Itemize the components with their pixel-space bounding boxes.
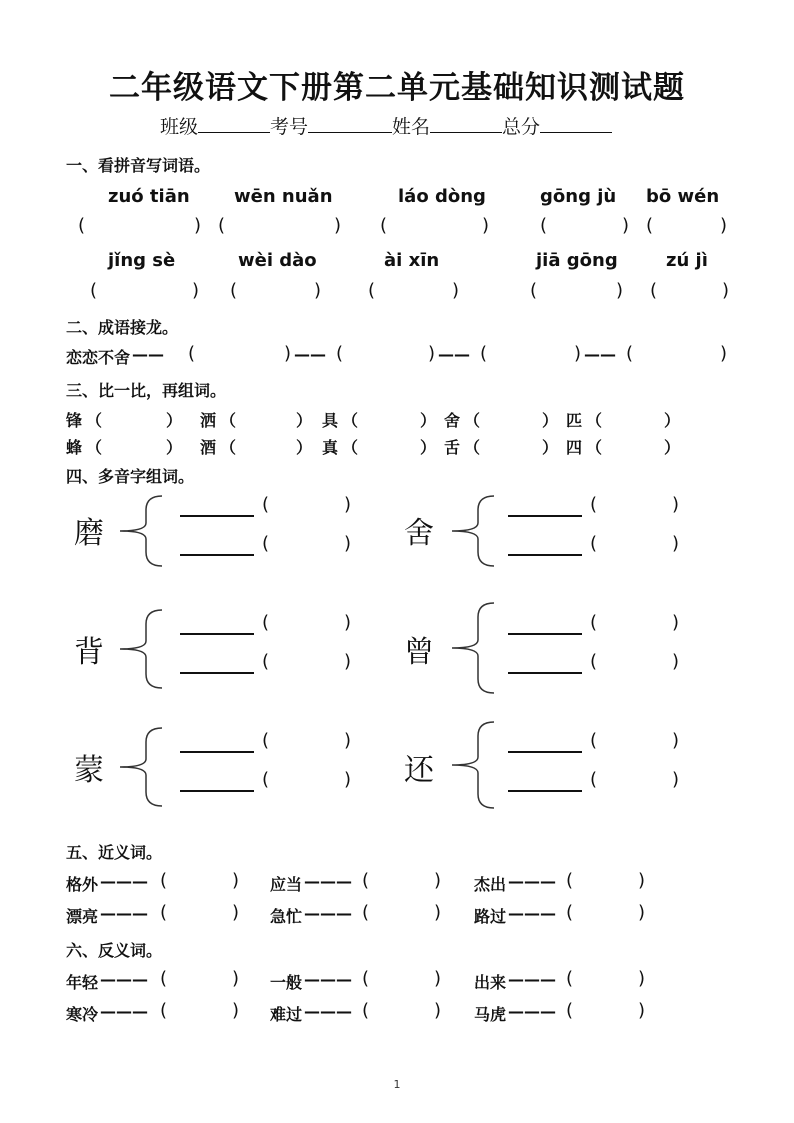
synonym-word: 杰出 <box>474 875 507 894</box>
answer-open-paren: （ <box>342 411 359 430</box>
answer-open-paren: ( <box>626 343 634 364</box>
word-dash: ——— <box>508 1002 556 1021</box>
score-label: 总分 <box>502 116 541 138</box>
compare-char: 舍 <box>444 411 461 430</box>
section-2-heading: 二、成语接龙。 <box>66 318 179 337</box>
brace-icon <box>452 603 494 693</box>
chain-dash: —— <box>132 345 164 364</box>
answer-open-paren: ( <box>230 280 238 301</box>
pinyin: láo dòng <box>398 186 486 207</box>
pinyin: bō wén <box>646 186 720 207</box>
word-dash: ——— <box>304 1002 352 1021</box>
answer-line[interactable] <box>508 633 582 635</box>
answer-open-paren: （ <box>86 411 103 430</box>
word-dash: ——— <box>100 904 148 923</box>
pinyin: wēn nuǎn <box>234 186 333 207</box>
answer-open-paren: ( <box>590 730 598 751</box>
synonym-word: 应当 <box>270 875 303 894</box>
answer-open-paren: ( <box>362 902 370 923</box>
answer-close-paren: ) <box>574 343 582 364</box>
pinyin: zuó tiān <box>108 186 190 207</box>
answer-close-paren: ) <box>434 870 442 891</box>
answer-line[interactable] <box>508 790 582 792</box>
answer-close-paren: ) <box>672 494 680 515</box>
answer-close-paren: ) <box>192 280 200 301</box>
chain-dash: —— <box>584 345 616 364</box>
answer-line[interactable] <box>508 672 582 674</box>
section-4-heading: 四、多音字组词。 <box>66 467 195 486</box>
answer-close-paren: ) <box>672 533 680 554</box>
answer-open-paren: ( <box>262 533 270 554</box>
polyphone-char: 还 <box>404 753 434 788</box>
answer-open-paren: ( <box>590 494 598 515</box>
answer-open-paren: ( <box>368 280 376 301</box>
answer-close-paren: ） <box>542 438 559 457</box>
class-label: 班级 <box>160 116 199 138</box>
answer-open-paren: ( <box>188 343 196 364</box>
brace-icon <box>452 496 494 566</box>
answer-open-paren: ( <box>160 870 168 891</box>
answer-open-paren: ( <box>566 1000 574 1021</box>
answer-open-paren: ( <box>540 215 548 236</box>
page-title: 二年级语文下册第二单元基础知识测试题 <box>109 70 685 106</box>
answer-close-paren: ） <box>664 411 681 430</box>
compare-char: 真 <box>322 438 339 457</box>
answer-close-paren: ) <box>672 769 680 790</box>
polyphone-char: 舍 <box>404 516 434 551</box>
answer-close-paren: ) <box>232 902 240 923</box>
antonym-word: 出来 <box>474 973 507 992</box>
answer-close-paren: ) <box>194 215 202 236</box>
answer-close-paren: ) <box>232 870 240 891</box>
answer-close-paren: ） <box>542 411 559 430</box>
answer-close-paren: ) <box>622 215 630 236</box>
synonym-word: 格外 <box>66 875 99 894</box>
answer-open-paren: ( <box>480 343 488 364</box>
answer-close-paren: ) <box>638 902 646 923</box>
word-dash: ——— <box>508 904 556 923</box>
page-number: 1 <box>393 1078 401 1091</box>
answer-open-paren: ( <box>590 769 598 790</box>
answer-close-paren: ) <box>434 902 442 923</box>
answer-close-paren: ) <box>434 1000 442 1021</box>
answer-open-paren: ( <box>218 215 226 236</box>
answer-close-paren: ） <box>664 438 681 457</box>
answer-line[interactable] <box>508 515 582 517</box>
answer-close-paren: ) <box>720 343 728 364</box>
answer-open-paren: （ <box>220 438 237 457</box>
brace-icon <box>452 722 494 808</box>
answer-close-paren: ） <box>166 411 183 430</box>
answer-close-paren: ) <box>616 280 624 301</box>
antonym-word: 马虎 <box>474 1005 507 1024</box>
answer-close-paren: ) <box>344 769 352 790</box>
pinyin: jiā gōng <box>536 250 618 271</box>
antonym-word: 年轻 <box>66 973 99 992</box>
answer-open-paren: ( <box>590 651 598 672</box>
answer-close-paren: ） <box>420 411 437 430</box>
answer-line[interactable] <box>508 554 582 556</box>
answer-close-paren: ) <box>334 215 342 236</box>
answer-close-paren: ) <box>344 612 352 633</box>
word-dash: ——— <box>508 970 556 989</box>
answer-open-paren: ( <box>530 280 538 301</box>
answer-close-paren: ) <box>232 968 240 989</box>
antonym-word: 寒冷 <box>66 1005 99 1024</box>
synonym-word: 路过 <box>474 907 507 926</box>
answer-close-paren: ) <box>344 730 352 751</box>
answer-close-paren: ) <box>344 651 352 672</box>
answer-open-paren: ( <box>160 968 168 989</box>
antonym-word: 一般 <box>270 973 303 992</box>
answer-line[interactable] <box>180 633 254 635</box>
compare-char: 舌 <box>444 438 461 457</box>
answer-open-paren: （ <box>464 411 481 430</box>
answer-open-paren: ( <box>90 280 98 301</box>
answer-open-paren: ( <box>78 215 86 236</box>
answer-open-paren: ( <box>566 870 574 891</box>
polyphone-char: 曾 <box>404 635 434 670</box>
answer-line[interactable] <box>180 515 254 517</box>
answer-close-paren: ) <box>672 651 680 672</box>
compare-char: 锋 <box>66 411 83 430</box>
polyphone-char: 磨 <box>74 516 104 551</box>
answer-close-paren: ） <box>420 438 437 457</box>
answer-open-paren: （ <box>342 438 359 457</box>
answer-line[interactable] <box>180 751 254 753</box>
exam-no-label: 考号 <box>270 116 309 138</box>
answer-open-paren: ( <box>336 343 344 364</box>
chain-dash: —— <box>294 345 326 364</box>
name-label: 姓名 <box>392 116 431 138</box>
answer-close-paren: ) <box>428 343 436 364</box>
synonym-word: 急忙 <box>270 907 303 926</box>
compare-char: 具 <box>322 411 339 430</box>
answer-open-paren: ( <box>262 769 270 790</box>
answer-open-paren: ( <box>590 533 598 554</box>
answer-line[interactable] <box>180 554 254 556</box>
pinyin: wèi dào <box>238 250 317 271</box>
answer-open-paren: ( <box>566 902 574 923</box>
answer-open-paren: ( <box>362 1000 370 1021</box>
answer-open-paren: （ <box>586 411 603 430</box>
answer-line[interactable] <box>508 751 582 753</box>
brace-icon <box>120 496 162 566</box>
answer-open-paren: （ <box>86 438 103 457</box>
pinyin: jǐng sè <box>108 250 176 271</box>
answer-close-paren: ) <box>344 494 352 515</box>
polyphone-char: 背 <box>74 635 104 670</box>
pinyin: gōng jù <box>540 186 617 207</box>
answer-open-paren: （ <box>464 438 481 457</box>
section-1-heading: 一、看拼音写词语。 <box>66 156 211 175</box>
section-6-heading: 六、反义词。 <box>66 941 163 960</box>
answer-close-paren: ) <box>638 1000 646 1021</box>
answer-close-paren: ) <box>638 870 646 891</box>
word-dash: ——— <box>100 872 148 891</box>
answer-open-paren: （ <box>220 411 237 430</box>
answer-close-paren: ) <box>672 730 680 751</box>
word-dash: ——— <box>100 1002 148 1021</box>
answer-open-paren: ( <box>262 612 270 633</box>
answer-open-paren: ( <box>262 651 270 672</box>
answer-close-paren: ） <box>166 438 183 457</box>
compare-char: 酒 <box>200 438 217 457</box>
compare-char: 洒 <box>200 411 217 430</box>
answer-open-paren: ( <box>160 1000 168 1021</box>
brace-icon <box>120 610 162 688</box>
idiom-start: 恋恋不舍 <box>66 348 131 367</box>
word-dash: ——— <box>508 872 556 891</box>
brace-icon <box>120 728 162 806</box>
answer-line[interactable] <box>180 790 254 792</box>
section-5-heading: 五、近义词。 <box>66 843 163 862</box>
antonym-word: 难过 <box>270 1005 303 1024</box>
word-dash: ——— <box>304 872 352 891</box>
answer-open-paren: ( <box>646 215 654 236</box>
answer-open-paren: ( <box>380 215 388 236</box>
answer-open-paren: ( <box>262 730 270 751</box>
compare-char: 蜂 <box>66 438 83 457</box>
section-3-heading: 三、比一比，再组词。 <box>66 381 227 400</box>
answer-open-paren: ( <box>160 902 168 923</box>
answer-open-paren: （ <box>586 438 603 457</box>
compare-char: 匹 <box>566 411 583 430</box>
answer-close-paren: ) <box>452 280 460 301</box>
answer-open-paren: ( <box>590 612 598 633</box>
answer-close-paren: ) <box>434 968 442 989</box>
answer-close-paren: ) <box>722 280 730 301</box>
answer-close-paren: ) <box>638 968 646 989</box>
pinyin: zú jì <box>666 250 708 271</box>
chain-dash: —— <box>438 345 470 364</box>
answer-close-paren: ) <box>344 533 352 554</box>
word-dash: ——— <box>304 970 352 989</box>
word-dash: ——— <box>304 904 352 923</box>
answer-close-paren: ) <box>720 215 728 236</box>
answer-open-paren: ( <box>362 968 370 989</box>
answer-close-paren: ） <box>296 411 313 430</box>
word-dash: ——— <box>100 970 148 989</box>
answer-close-paren: ） <box>296 438 313 457</box>
answer-open-paren: ( <box>566 968 574 989</box>
answer-open-paren: ( <box>650 280 658 301</box>
compare-char: 四 <box>566 438 583 457</box>
answer-line[interactable] <box>180 672 254 674</box>
answer-open-paren: ( <box>262 494 270 515</box>
answer-close-paren: ) <box>284 343 292 364</box>
answer-close-paren: ) <box>232 1000 240 1021</box>
answer-close-paren: ) <box>314 280 322 301</box>
answer-close-paren: ) <box>482 215 490 236</box>
answer-close-paren: ) <box>672 612 680 633</box>
synonym-word: 漂亮 <box>66 907 99 926</box>
pinyin: ài xīn <box>384 250 440 271</box>
answer-open-paren: ( <box>362 870 370 891</box>
polyphone-char: 蒙 <box>74 753 104 788</box>
